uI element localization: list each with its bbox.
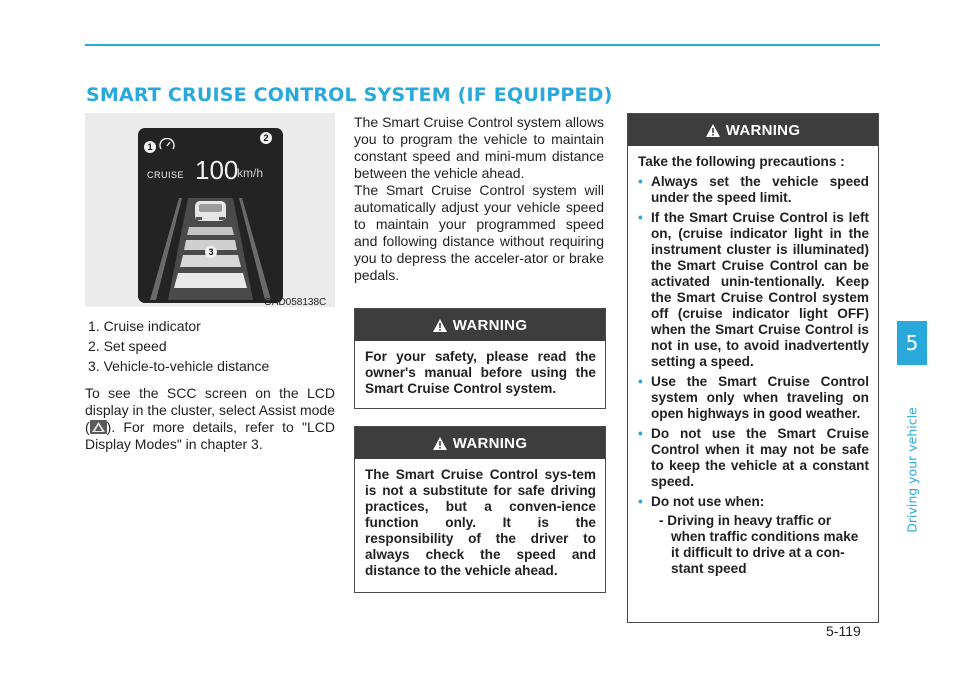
distance-bar-1 bbox=[174, 273, 247, 288]
warning-text: For your safety, please read the owner's manual before using the Smart Cruise Control system. bbox=[365, 349, 596, 396]
warning-sub-item: - Driving in heavy traffic or when traffic conditions make it difficult to drive at a con-stant speed bbox=[659, 513, 859, 576]
warning-triangle-icon bbox=[706, 124, 720, 137]
warning-title: WARNING bbox=[452, 434, 528, 452]
cruise-indicator: CRUISE bbox=[147, 170, 185, 180]
scc-figure bbox=[85, 113, 335, 307]
chapter-label: Driving your vehicle bbox=[904, 407, 920, 533]
callout-2: 2 bbox=[260, 132, 272, 144]
lead-vehicle-icon bbox=[195, 201, 226, 221]
distance-bar-4 bbox=[187, 227, 234, 235]
legend-item: 3. Vehicle-to-vehicle distance bbox=[88, 358, 270, 374]
figure-legend bbox=[88, 316, 269, 376]
warning-bullet: • Do not use when: bbox=[638, 494, 869, 510]
warning-header bbox=[628, 114, 878, 146]
intro-paragraph-1: The Smart Cruise Control system allows you to program the vehicle to maintain constant speed and mini-mum distance between the vehicle ahead. bbox=[354, 114, 604, 181]
top-rule bbox=[85, 44, 880, 46]
legend-item: 2. Set speed bbox=[88, 338, 167, 354]
assist-mode-icon bbox=[90, 420, 107, 434]
speed-unit: km/h bbox=[237, 166, 264, 180]
paragraph-text: ). For more details, refer to "LCD Display Modes" in chapter 3. bbox=[85, 419, 335, 452]
warning-text: The Smart Cruise Control sys-tem is not a substitute for safe driving practices, but a conven-ience function only. It is the responsibility of the driver to always check the speed and distance to the vehicle ahead. bbox=[365, 467, 596, 578]
callout-1: 1 bbox=[144, 141, 156, 153]
warning-header bbox=[355, 427, 605, 459]
warning-triangle-icon bbox=[433, 319, 447, 332]
lcd-display bbox=[138, 128, 283, 303]
intro-paragraph-2: The Smart Cruise Control system will automatically adjust your vehicle speed to maintain your programmed speed and following distance without requiring you to depress the acceler-ator or brake pedals. bbox=[354, 182, 604, 283]
chapter-number-tab: 5 bbox=[897, 321, 927, 365]
warning-bullet: • Always set the vehicle speed under the speed limit. bbox=[638, 174, 869, 206]
warning-bullet: • Do not use the Smart Cruise Control when it may not be safe to keep the vehicle at a constant speed. bbox=[638, 426, 869, 490]
warning-bullet: • Use the Smart Cruise Control system only when traveling on open highways in good weather. bbox=[638, 374, 869, 422]
warning-content bbox=[628, 146, 878, 585]
lcd-instruction-paragraph bbox=[85, 385, 335, 453]
warning-box-3 bbox=[627, 113, 879, 623]
warning-box-2 bbox=[354, 426, 606, 593]
warning-header bbox=[355, 309, 605, 341]
warning-title: WARNING bbox=[725, 121, 801, 139]
warning-bullet: • If the Smart Cruise Control is left on, (cruise indicator light in the instrument cluster is illuminated) the Smart Cruise Control can be activated unin-tentionally. Keep the Smart Cruise Control system off (cruise indicator light OFF) when the Smart Cruise Control is not in use, to avoid inadvertently setting a speed. bbox=[638, 210, 869, 370]
figure-caption: OAD058138C bbox=[264, 297, 327, 308]
cruise-gauge-icon bbox=[159, 138, 175, 150]
legend-item: 1. Cruise indicator bbox=[88, 318, 201, 334]
paragraph-text: To see the SCC screen on the LCD display in the cluster, select Assist mode ( bbox=[85, 385, 335, 435]
callout-3: 3 bbox=[205, 246, 217, 258]
warning-title: WARNING bbox=[452, 316, 528, 334]
set-speed: 100 bbox=[195, 155, 239, 185]
warning-box-1 bbox=[354, 308, 606, 409]
section-title: SMART CRUISE CONTROL SYSTEM (IF EQUIPPED) bbox=[86, 84, 613, 106]
warning-intro: Take the following precautions : bbox=[638, 154, 845, 169]
page-number: 5-119 bbox=[826, 623, 861, 639]
warning-triangle-icon bbox=[433, 437, 447, 450]
